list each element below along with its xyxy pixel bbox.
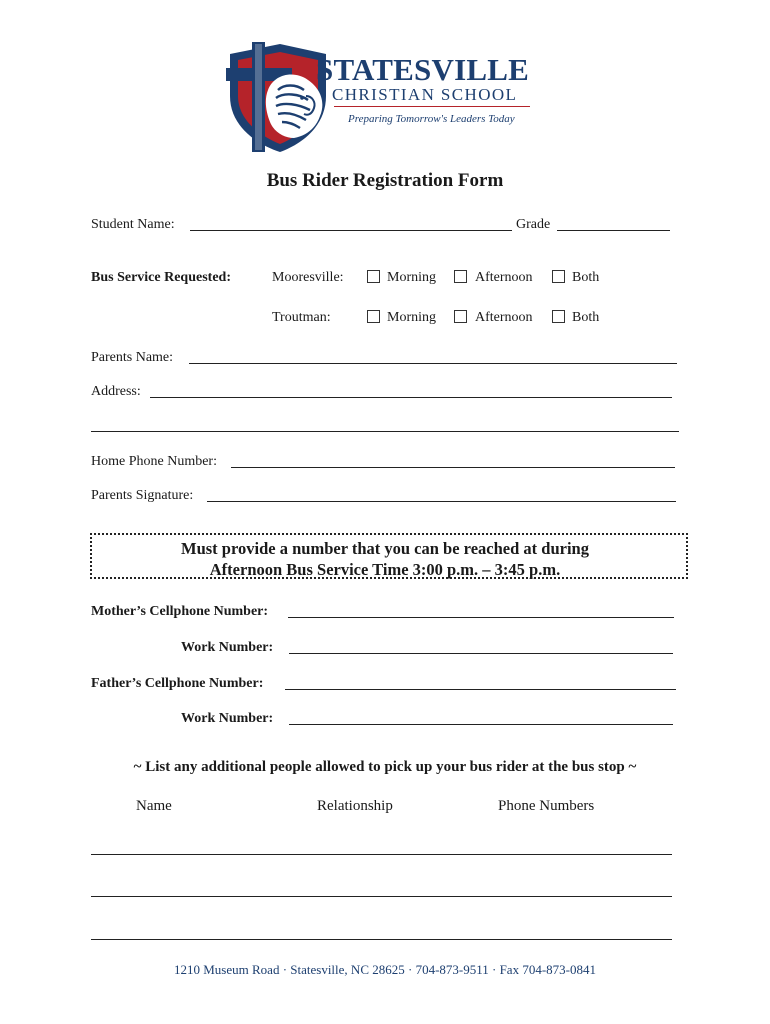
parents-signature-field[interactable] bbox=[207, 501, 676, 502]
pickup-heading: ~ List any additional people allowed to pick up your bus rider at the bus stop ~ bbox=[133, 759, 637, 775]
logo-tagline: Preparing Tomorrow's Leaders Today bbox=[348, 113, 515, 125]
form-title: Bus Rider Registration Form bbox=[266, 170, 504, 191]
mooresville-both-label: Both bbox=[572, 270, 600, 285]
parents-signature-label: Parents Signature: bbox=[91, 488, 194, 503]
student-name-label: Student Name: bbox=[91, 217, 175, 232]
mother-work-label: Work Number: bbox=[181, 640, 274, 655]
grade-label: Grade bbox=[516, 217, 551, 232]
notice-line-2: Afternoon Bus Service Time 3:00 p.m. – 3:45 p.m. bbox=[209, 560, 561, 579]
parents-name-field[interactable] bbox=[189, 363, 677, 364]
bus-service-label: Bus Service Requested: bbox=[91, 270, 231, 285]
notice-line-1: Must provide a number that you can be reached at during bbox=[181, 539, 589, 558]
logo-subtitle: CHRISTIAN SCHOOL bbox=[332, 85, 518, 104]
mooresville-morning-checkbox[interactable] bbox=[367, 270, 380, 283]
student-name-field[interactable] bbox=[190, 230, 512, 231]
troutman-afternoon-checkbox[interactable] bbox=[454, 310, 467, 323]
route-mooresville-label: Mooresville: bbox=[272, 270, 344, 285]
logo-title: STATESVILLE bbox=[316, 52, 529, 87]
address-field-line-2[interactable] bbox=[91, 431, 679, 432]
pickup-row-line-3[interactable] bbox=[91, 939, 672, 940]
mooresville-morning-label: Morning bbox=[387, 270, 436, 285]
footer-address: 1210 Museum Road · Statesville, NC 28625 · 704-873-9511 · Fax 704-873-0841 bbox=[174, 962, 596, 977]
troutman-morning-label: Morning bbox=[387, 310, 436, 325]
troutman-morning-checkbox[interactable] bbox=[367, 310, 380, 323]
route-troutman-label: Troutman: bbox=[272, 310, 331, 325]
troutman-both-label: Both bbox=[572, 310, 600, 325]
mother-cell-field[interactable] bbox=[288, 617, 674, 618]
pickup-col-phone: Phone Numbers bbox=[498, 798, 595, 814]
mooresville-afternoon-label: Afternoon bbox=[475, 270, 533, 285]
mooresville-both-checkbox[interactable] bbox=[552, 270, 565, 283]
home-phone-field[interactable] bbox=[231, 467, 675, 468]
logo-divider bbox=[334, 106, 530, 107]
pickup-row-line-2[interactable] bbox=[91, 896, 672, 897]
pickup-col-name: Name bbox=[136, 798, 172, 814]
father-work-field[interactable] bbox=[289, 724, 673, 725]
pickup-col-relationship: Relationship bbox=[317, 798, 393, 814]
father-work-label: Work Number: bbox=[181, 711, 274, 726]
troutman-afternoon-label: Afternoon bbox=[475, 310, 533, 325]
parents-name-label: Parents Name: bbox=[91, 350, 174, 365]
father-cell-label: Father’s Cellphone Number: bbox=[91, 676, 264, 691]
address-field-line-1[interactable] bbox=[150, 397, 672, 398]
home-phone-label: Home Phone Number: bbox=[91, 454, 217, 469]
mother-work-field[interactable] bbox=[289, 653, 673, 654]
address-label: Address: bbox=[91, 384, 141, 399]
pickup-row-line-1[interactable] bbox=[91, 854, 672, 855]
troutman-both-checkbox[interactable] bbox=[552, 310, 565, 323]
mooresville-afternoon-checkbox[interactable] bbox=[454, 270, 467, 283]
grade-field[interactable] bbox=[557, 230, 670, 231]
mother-cell-label: Mother’s Cellphone Number: bbox=[91, 604, 269, 619]
father-cell-field[interactable] bbox=[285, 689, 676, 690]
